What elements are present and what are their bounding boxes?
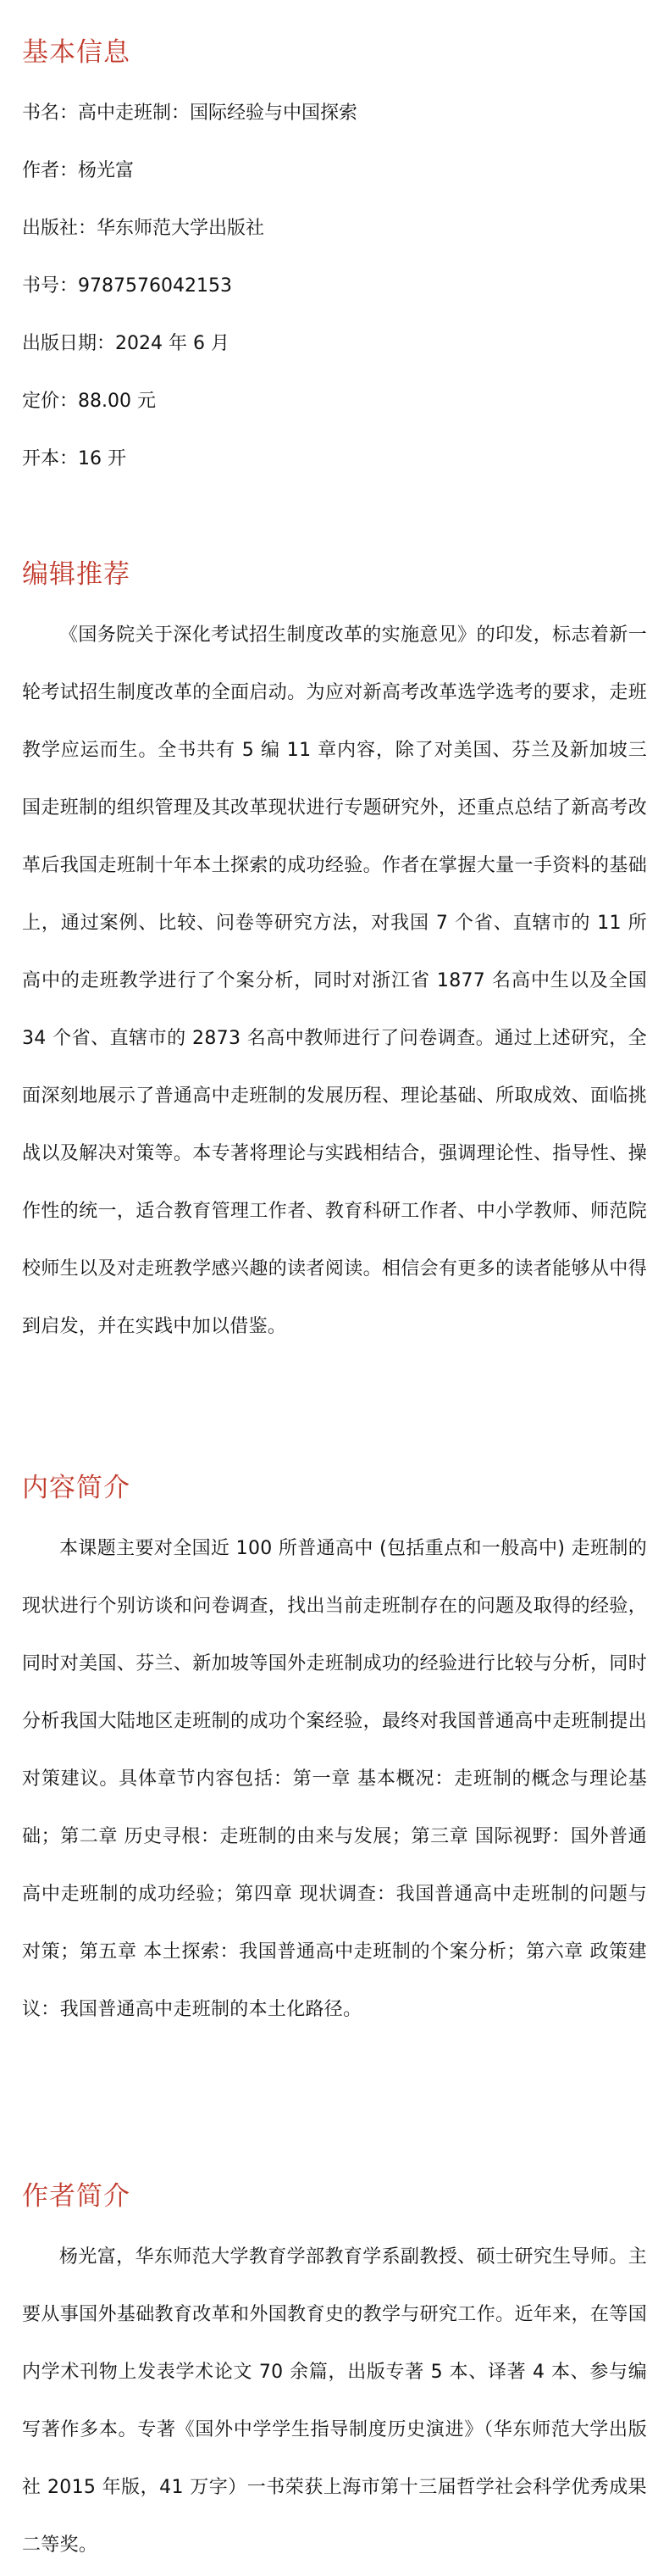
info-format: 开本：16 开 — [22, 448, 126, 469]
author-intro-text: 杨光富，华东师范大学教育学部教育学系副教授、硕士研究生导师。主要从事国外基础教育改革和外国教育史的教学与研究工作。近年来，在等国内学术刊物上发表学术论文 70 余篇，出版专著 5 本、译著 4 本、参与编写著作多本。专著《国外中学学生指导制度历史演进》（华东师范大学出版社 2015 年版，41 万字）一书荣获上海市第十三届哲学社会科学优秀成果二等奖。 — [22, 2246, 647, 2556]
editor-recommendation-heading: 编辑推荐 — [22, 559, 130, 590]
info-price: 定价：88.00 元 — [22, 391, 156, 412]
editor-recommendation-text: 《国务院关于深化考试招生制度改革的实施意见》的印发，标志着新一轮考试招生制度改革的全面启动。为应对新高考改革选学选考的要求，走班教学应运而生。全书共有 5 编 11 章内容，除了对美国、芬兰及新加坡三国走班制的组织管理及其改革现状进行专题研究外，还重点总结了新高考改革后我国走班制十年本土探索的成功经验。作者在掌握大量一手资料的基础上，通过案例、比较、问卷等研究方法，对我国 7 个省、直辖市的 11 所高中的走班教学进行了个案分析，同时对浙江省 1877 名高中生以及全国 34 个省、直辖市的 2873 名高中教师进行了问卷调查。通过上述研究，全面深刻地展示了普通高中走班制的发展历程、理论基础、所取成效、面临挑战以及解决对策等。本专著将理论与实践相结合，强调理论性、指导性、操作性的统一，适合教育管理工作者、教育科研工作者、中小学教师、师范院校师生以及对走班教学感兴趣的读者阅读。相信会有更多的读者能够从中得到启发，并在实践中加以借鉴。 — [22, 625, 647, 1337]
info-author: 作者：杨光富 — [22, 160, 135, 181]
content-summary-text: 本课题主要对全国近 100 所普通高中 (包括重点和一般高中) 走班制的现状进行个别访谈和问卷调查，找出当前走班制存在的问题及取得的经验，同时对美国、芬兰、新加坡等国外走班制成功的经验进行比较与分析，同时分析我国大陆地区走班制的成功个案经验，最终对我国普通高中走班制提出对策建议。具体章节内容包括：第一章 基本概况：走班制的概念与理论基础；第二章 历史寻根：走班制的由来与发展；第三章 国际视野：国外普通高中走班制的成功经验；第四章 现状调查：我国普通高中走班制的问题与对策；第五章 本土探索：我国普通高中走班制的个案分析；第六章 政策建议：我国普通高中走班制的本土化路径。 — [22, 1538, 647, 2020]
info-publisher: 出版社：华东师范大学出版社 — [22, 218, 265, 239]
author-intro-heading: 作者简介 — [22, 2181, 130, 2212]
info-publish-date: 出版日期：2024 年 6 月 — [22, 333, 229, 354]
basic-info-heading: 基本信息 — [22, 37, 130, 68]
info-book-title: 书名：高中走班制：国际经验与中国探索 — [22, 103, 358, 124]
info-isbn: 书号：9787576042153 — [22, 275, 232, 297]
content-summary-heading: 内容简介 — [22, 1473, 130, 1503]
